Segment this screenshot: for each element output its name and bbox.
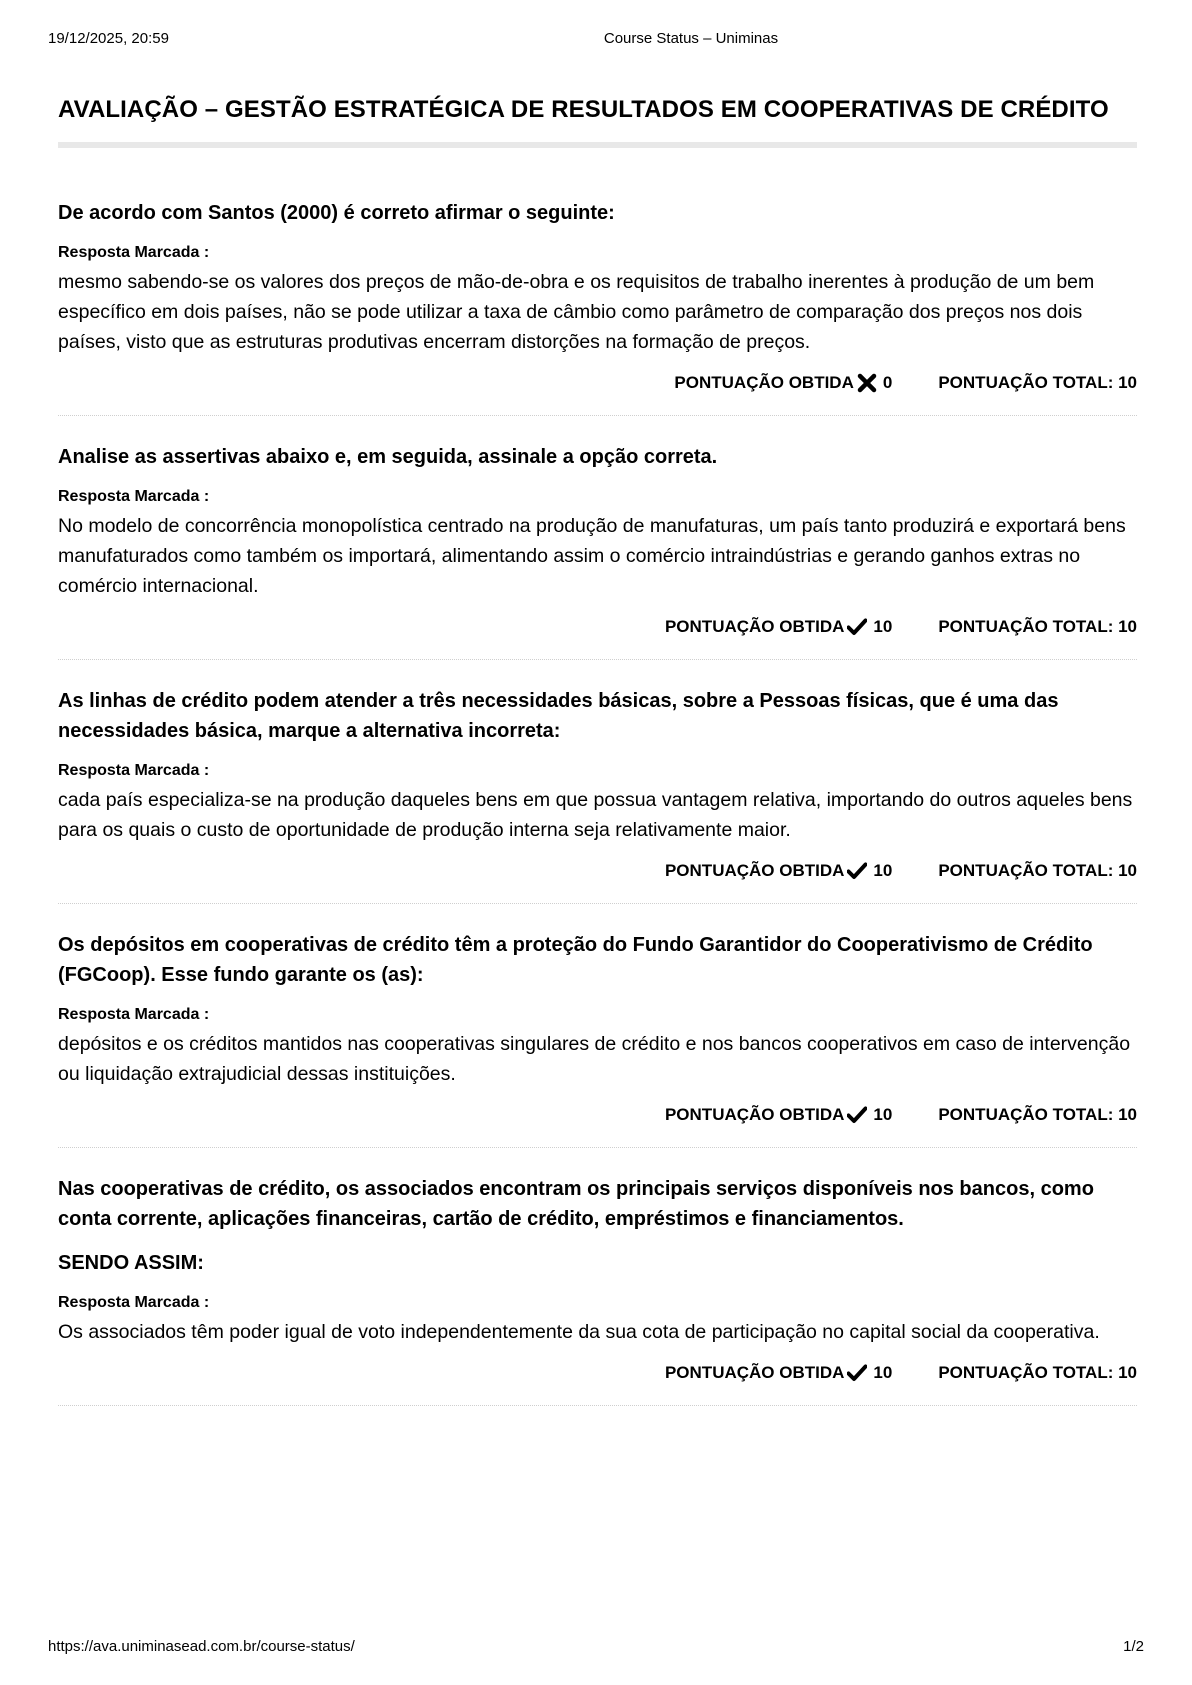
main-content <box>58 96 1137 1432</box>
check-icon <box>847 861 867 881</box>
answer-label: Resposta Marcada : <box>58 1006 210 1023</box>
score-total: PONTUAÇÃO TOTAL: 10 <box>938 861 1137 880</box>
question-text: Nas cooperativas de crédito, os associados encontram os principais serviços disponíveis nos bancos, como conta corrente, aplicações financeiras, cartão de crédito, empréstimos e financiamentos. <box>58 1178 1094 1230</box>
score-total: PONTUAÇÃO TOTAL: 10 <box>938 1105 1137 1124</box>
question-text: Os depósitos em cooperativas de crédito têm a proteção do Fundo Garantidor do Cooperativismo de Crédito (FGCoop). Esse fundo garante os (as): <box>58 934 1093 986</box>
page-number: 1/2 <box>1123 1638 1144 1655</box>
marked-answer: mesmo sabendo-se os valores dos preços de mão-de-obra e os requisitos de trabalho inerentes à produção de um bem específico em dois países, não se pode utilizar a taxa de câmbio como parâmetro de comparação dos preços nos dois países, visto que as estruturas produtivas encerram distorções na formação de preços. <box>58 271 1095 353</box>
question-text: De acordo com Santos (2000) é correto afirmar o seguinte: <box>58 202 615 224</box>
cross-icon <box>857 373 877 393</box>
score-obtained <box>674 373 892 393</box>
print-datetime: 19/12/2025, 20:59 <box>48 30 169 47</box>
score-obtained-label: PONTUAÇÃO OBTIDA <box>664 1363 845 1382</box>
answer-label: Resposta Marcada : <box>58 488 210 505</box>
print-header <box>48 30 1144 50</box>
score-obtained-value: 10 <box>873 1105 893 1124</box>
marked-answer: Os associados têm poder igual de voto independentemente da sua cota de participação no capital social da cooperativa. <box>58 1321 1100 1343</box>
answer-label: Resposta Marcada : <box>58 244 210 261</box>
score-obtained <box>665 1363 892 1383</box>
score-row <box>58 615 1137 639</box>
score-row <box>58 859 1137 883</box>
question-item <box>58 442 1137 660</box>
question-list <box>58 198 1137 1406</box>
score-row <box>58 1103 1137 1127</box>
question-text: As linhas de crédito podem atender a três necessidades básicas, sobre a Pessoas físicas, que é uma das necessidades básica, marque a alternativa incorreta: <box>58 690 1059 742</box>
question-item <box>58 930 1137 1148</box>
score-row <box>58 1361 1137 1385</box>
answer-label: Resposta Marcada : <box>58 1294 210 1311</box>
score-total: PONTUAÇÃO TOTAL: 10 <box>938 373 1137 392</box>
marked-answer: cada país especializa-se na produção daqueles bens em que possua vantagem relativa, importando do outros aqueles bens para os quais o custo de oportunidade de produção interna seja relativamente maior. <box>58 789 1133 841</box>
score-obtained <box>665 617 892 637</box>
score-obtained-value: 10 <box>873 861 893 880</box>
score-obtained-label: PONTUAÇÃO OBTIDA <box>664 1105 845 1124</box>
page-title: AVALIAÇÃO – GESTÃO ESTRATÉGICA DE RESULTADOS EM COOPERATIVAS DE CRÉDITO <box>58 96 1137 148</box>
score-obtained-value: 10 <box>873 1363 893 1382</box>
score-obtained <box>665 1105 892 1125</box>
score-row <box>58 371 1137 395</box>
print-page-title: Course Status – Uniminas <box>603 30 779 47</box>
score-obtained-label: PONTUAÇÃO OBTIDA <box>664 617 845 636</box>
question-item <box>58 198 1137 416</box>
score-total: PONTUAÇÃO TOTAL: 10 <box>938 617 1137 636</box>
check-icon <box>847 1363 867 1383</box>
question-item <box>58 1174 1137 1406</box>
check-icon <box>847 617 867 637</box>
score-obtained-label: PONTUAÇÃO OBTIDA <box>674 373 854 392</box>
score-obtained-value: 10 <box>873 617 893 636</box>
page-url: https://ava.uniminasead.com.br/course-status/ <box>48 1638 355 1655</box>
score-total: PONTUAÇÃO TOTAL: 10 <box>938 1363 1137 1382</box>
check-icon <box>847 1105 867 1125</box>
score-obtained-value: 0 <box>882 373 893 392</box>
score-obtained <box>665 861 892 881</box>
answer-label: Resposta Marcada : <box>58 762 210 779</box>
score-obtained-label: PONTUAÇÃO OBTIDA <box>664 861 845 880</box>
marked-answer: No modelo de concorrência monopolística centrado na produção de manufaturas, um país tanto produzirá e exportará bens manufaturados como também os importará, alimentando assim o comércio intraindústrias e gerando ganhos extras no comércio internacional. <box>58 515 1126 597</box>
question-extra-text: SENDO ASSIM: <box>58 1252 204 1274</box>
question-item <box>58 686 1137 904</box>
marked-answer: depósitos e os créditos mantidos nas cooperativas singulares de crédito e nos bancos cooperativos em caso de intervenção ou liquidação extrajudicial dessas instituições. <box>58 1033 1131 1085</box>
question-text: Analise as assertivas abaixo e, em seguida, assinale a opção correta. <box>58 446 718 468</box>
